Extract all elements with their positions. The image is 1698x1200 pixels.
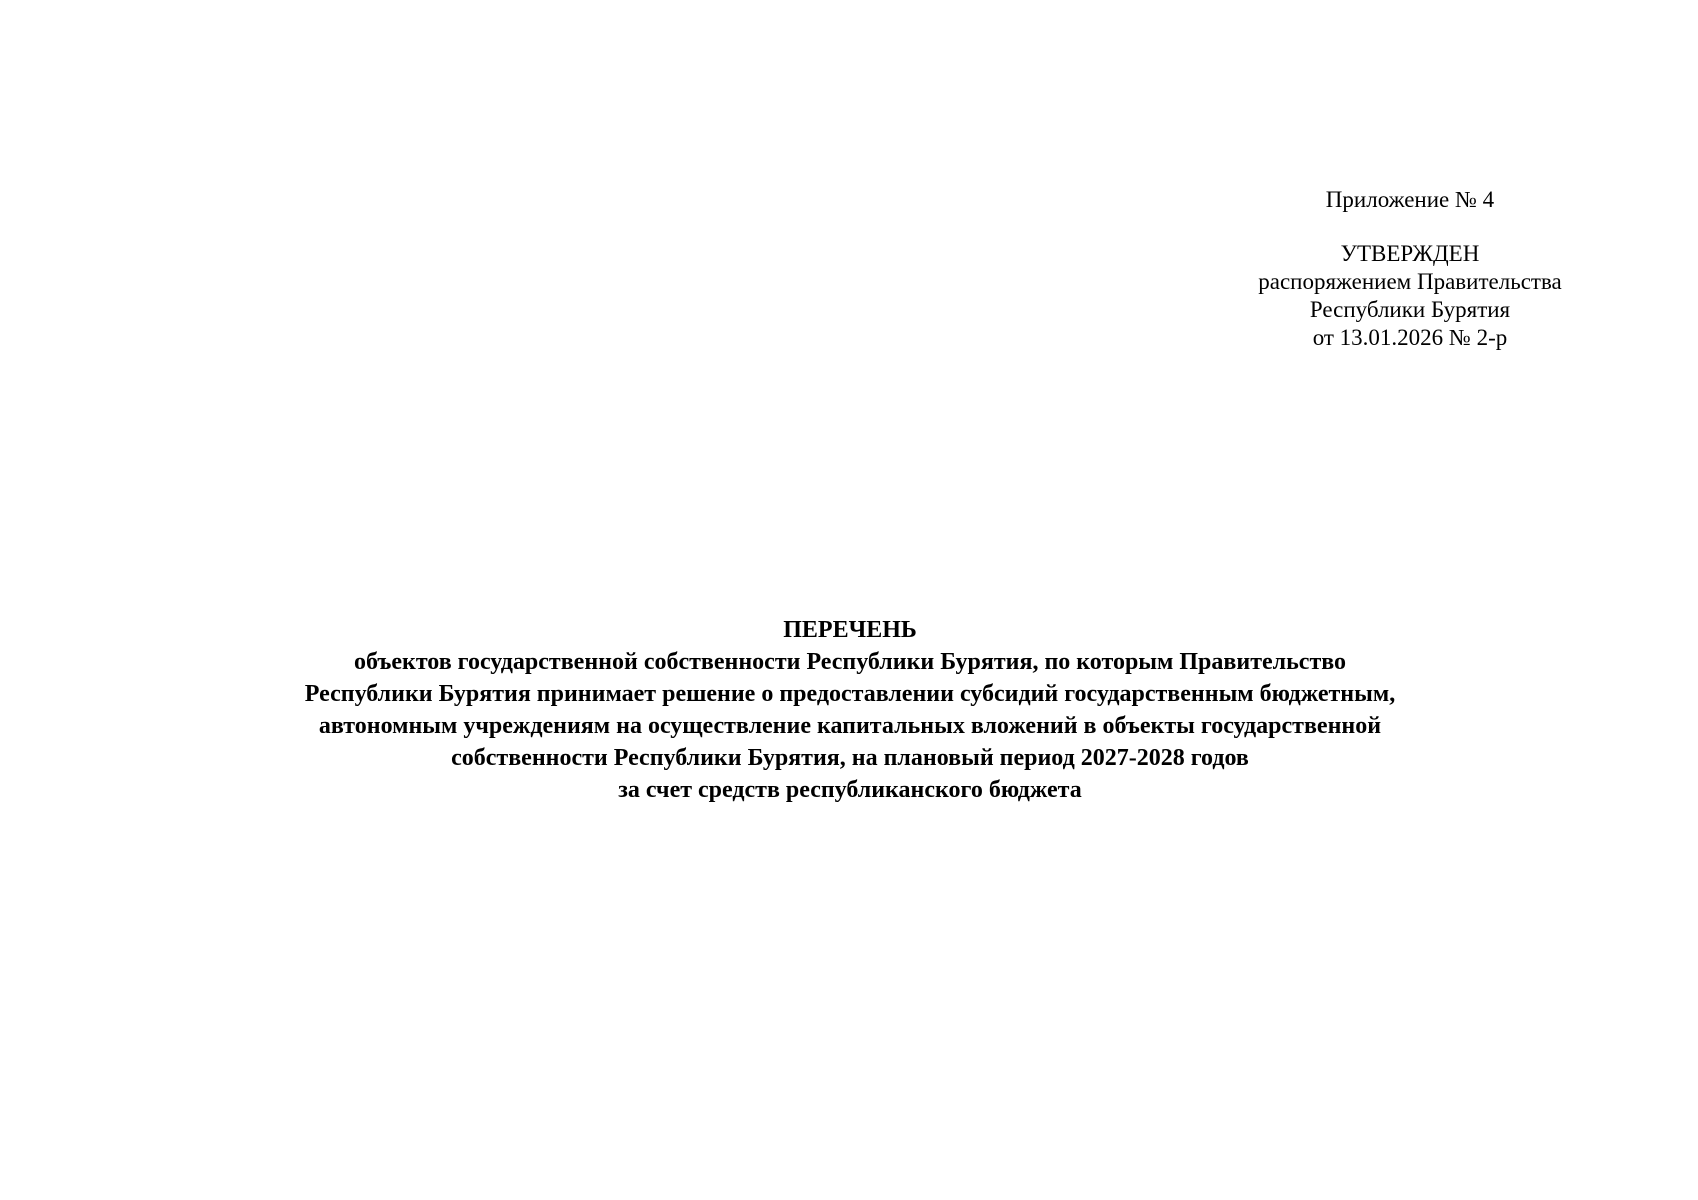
title-line-2: Республики Бурятия принимает решение о предоставлении субсидий государственным бюджетным, [304,681,1396,707]
approval-authority: распоряжением Правительства [1258,269,1562,294]
document-title [150,614,1550,806]
title-heading: ПЕРЕЧЕНЬ [783,617,917,643]
title-line-1: объектов государственной собственности Республики Бурятия, по которым Правительство [353,649,1347,675]
title-line-3: автономным учреждениям на осуществление капитальных вложений в объекты государственной [318,713,1382,739]
title-line-4: собственности Республики Бурятия, на плановый период 2027-2028 годов [451,745,1249,771]
appendix-block [1210,186,1610,352]
approval-status: УТВЕРЖДЕН [1340,241,1480,266]
appendix-number: Приложение № 4 [1325,187,1495,212]
title-line-5: за счет средств республиканского бюджета [618,777,1082,803]
approval-region: Республики Бурятия [1309,297,1511,322]
approval-date-number: от 13.01.2026 № 2-р [1312,325,1508,350]
